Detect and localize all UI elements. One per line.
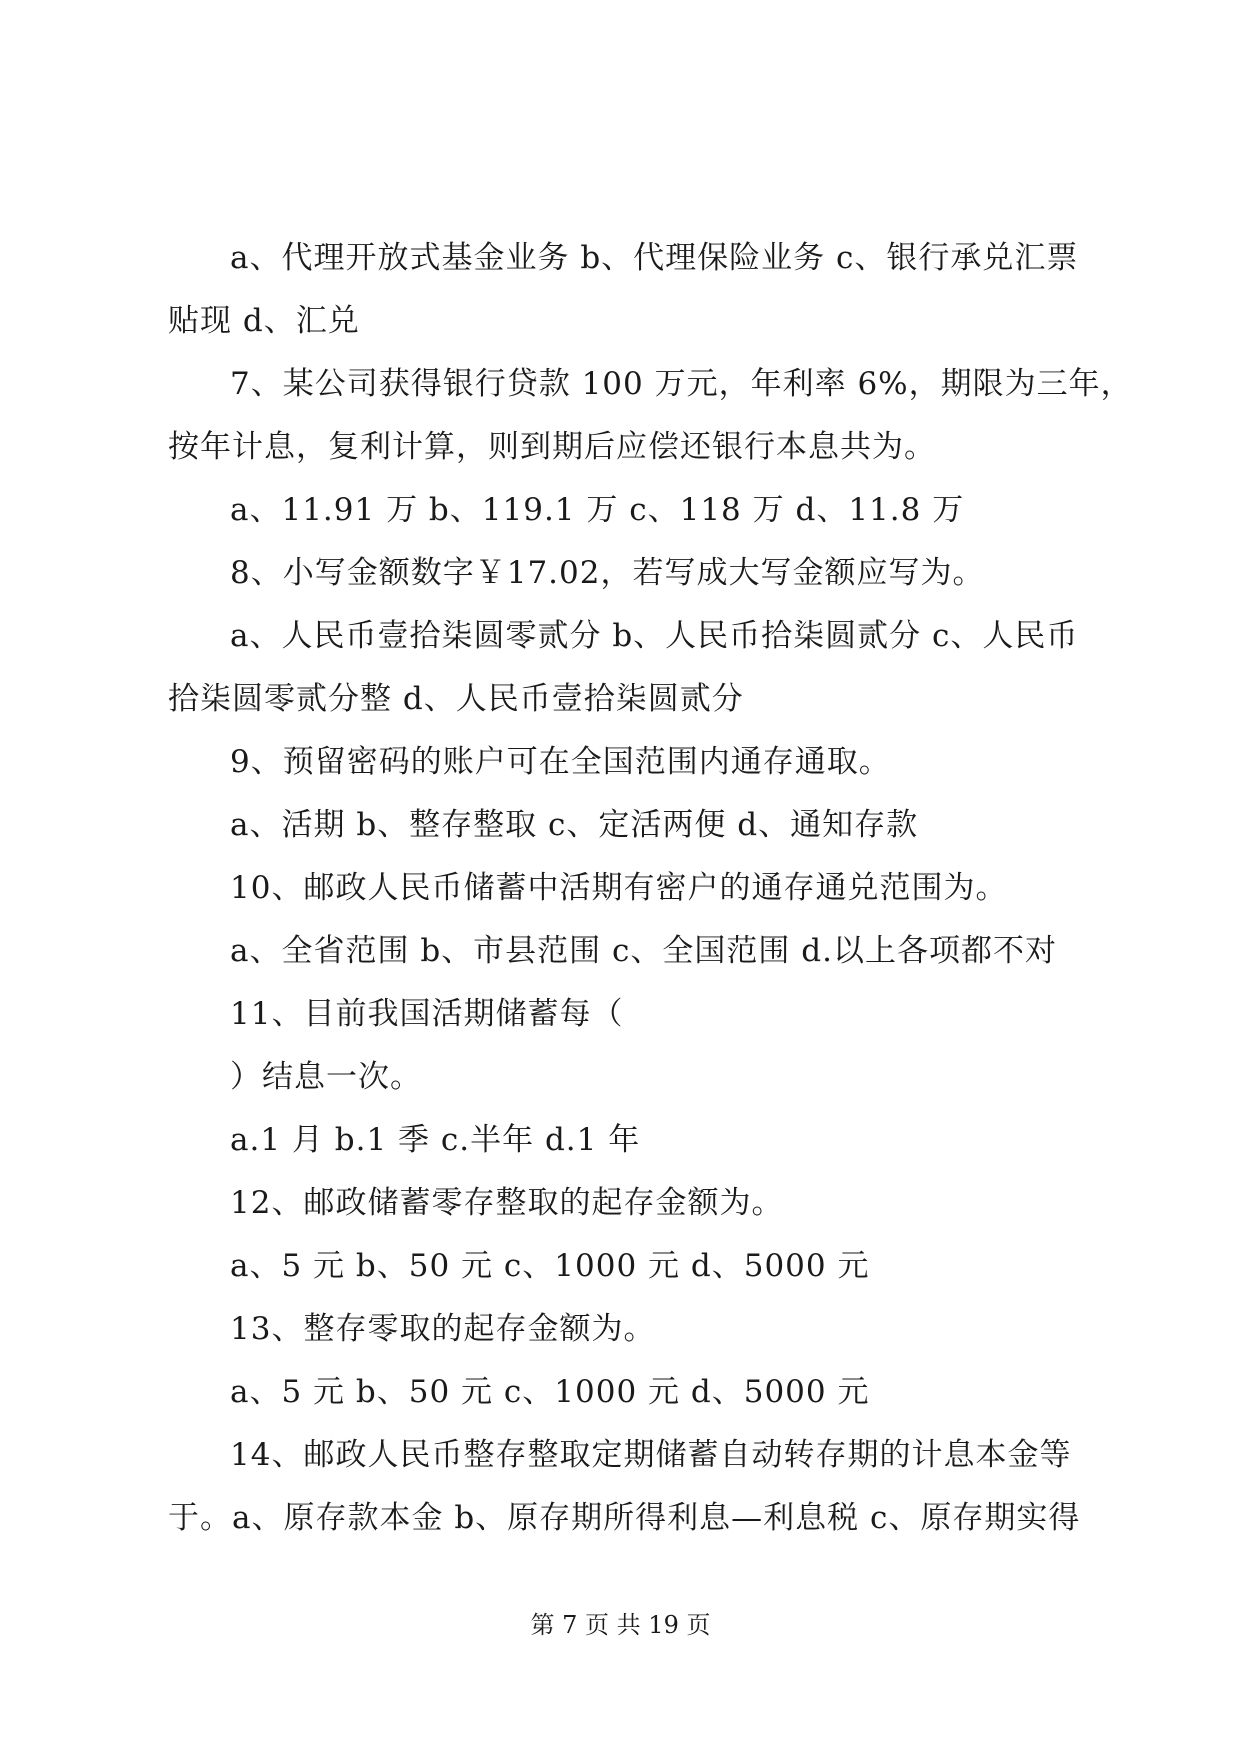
text-line: 8、小写金额数字￥17.02，若写成大写金额应写为。 [230,555,985,591]
text-line: 10、邮政人民币储蓄中活期有密户的通存通兑范围为。 [230,870,1008,906]
text-line: a、活期 b、整存整取 c、定活两便 d、通知存款 [230,807,919,843]
text-line: a、5 元 b、50 元 c、1000 元 d、5000 元 [230,1374,870,1410]
text-line: ）结息一次。 [230,1059,422,1095]
page-footer: 第 7 页 共 19 页 [530,1611,711,1639]
text-line: 按年计息，复利计算，则到期后应偿还银行本息共为。 [168,429,936,465]
text-line: a、人民币壹拾柒圆零贰分 b、人民币拾柒圆贰分 c、人民币 [230,618,1079,654]
text-line: a、代理开放式基金业务 b、代理保险业务 c、银行承兑汇票 [230,240,1079,276]
text-line: 9、预留密码的账户可在全国范围内通存通取。 [230,744,891,780]
text-line: 拾柒圆零贰分整 d、人民币壹拾柒圆贰分 [168,681,744,717]
text-line: 7、某公司获得银行贷款 100 万元，年利率 6%，期限为三年， [230,366,1133,402]
text-line: 于。a、原存款本金 b、原存期所得利息—利息税 c、原存期实得 [168,1500,1081,1536]
text-line: a、全省范围 b、市县范围 c、全国范围 d.以上各项都不对 [230,933,1057,969]
text-line: 贴现 d、汇兑 [168,303,360,339]
text-line: 13、整存零取的起存金额为。 [230,1311,656,1347]
text-line: a、11.91 万 b、119.1 万 c、118 万 d、11.8 万 [230,492,965,528]
text-line: 11、目前我国活期储蓄每（ [230,996,624,1032]
text-line: 12、邮政储蓄零存整取的起存金额为。 [230,1185,784,1221]
text-line: a.1 月 b.1 季 c.半年 d.1 年 [230,1122,641,1158]
text-line: a、5 元 b、50 元 c、1000 元 d、5000 元 [230,1248,870,1284]
text-line: 14、邮政人民币整存整取定期储蓄自动转存期的计息本金等 [230,1437,1072,1473]
